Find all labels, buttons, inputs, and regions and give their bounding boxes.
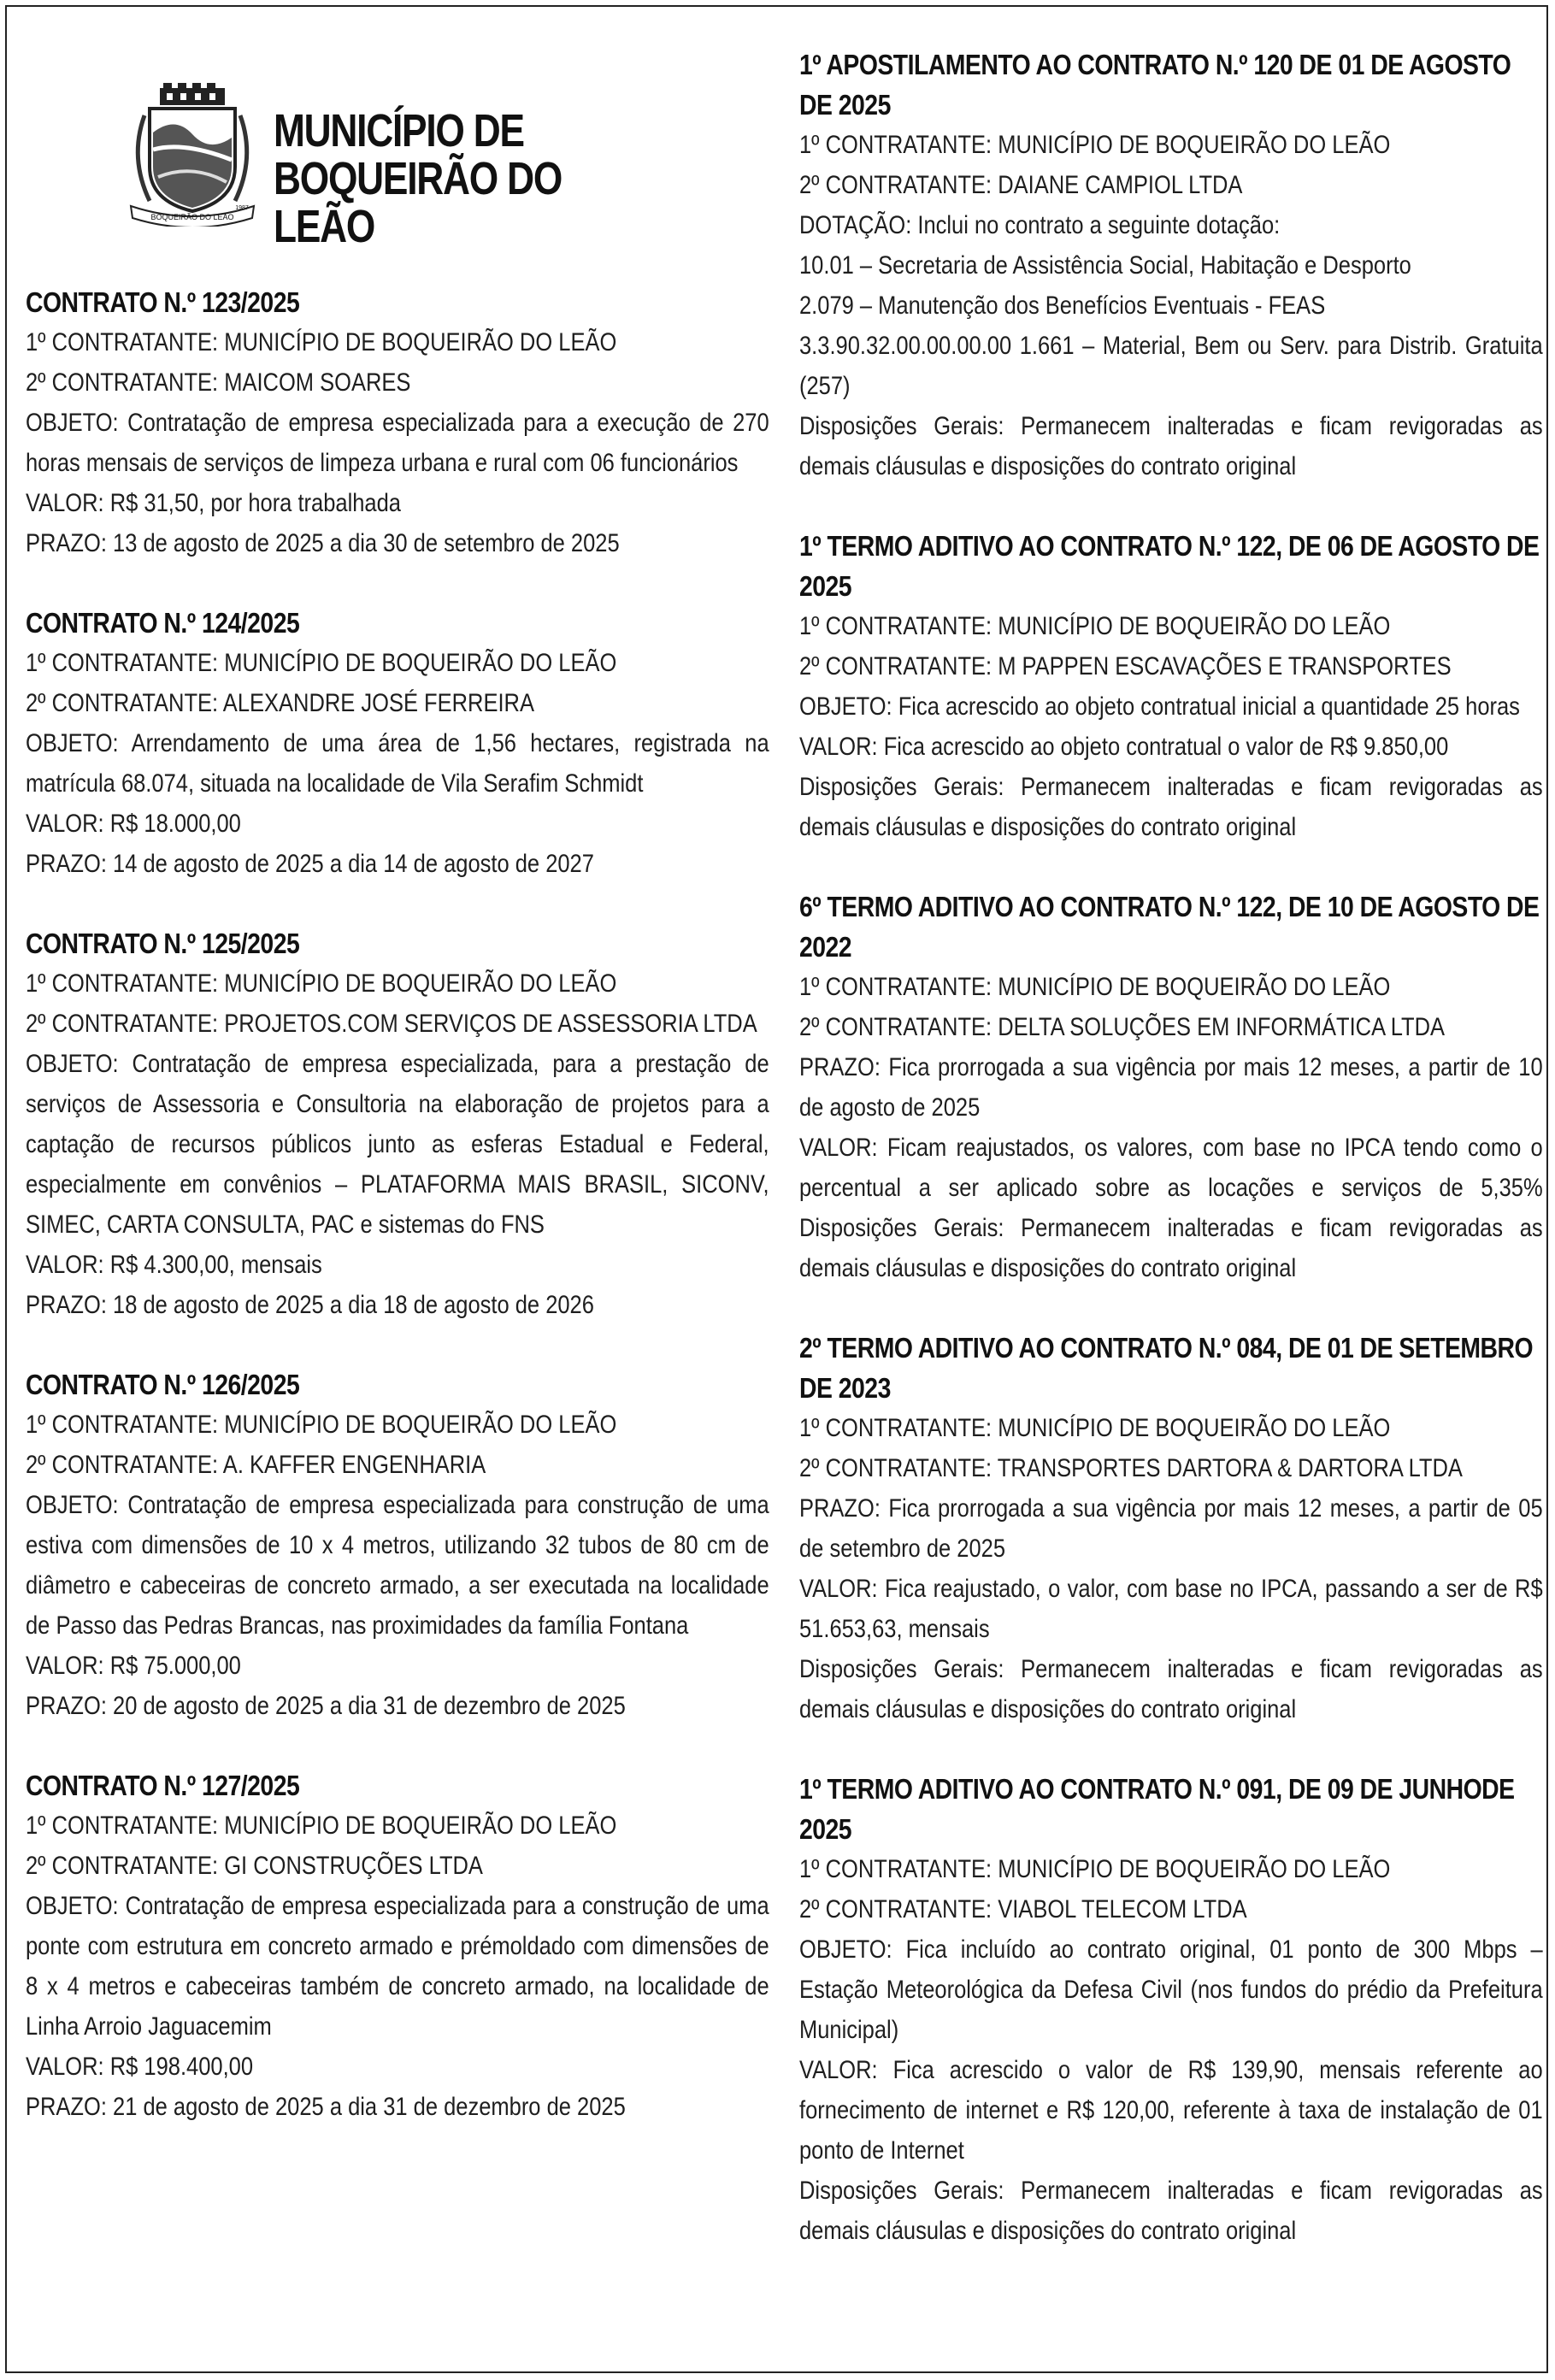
contract-clause: OBJETO: Fica acrescido ao objeto contratual inicial a quantidade 25 horas <box>799 692 1520 721</box>
contract-section <box>799 1328 1543 1729</box>
contract-title: CONTRATO N.º 125/2025 <box>26 928 300 959</box>
contract-title: CONTRATO N.º 126/2025 <box>26 1369 300 1400</box>
contract-clause: PRAZO: 20 de agosto de 2025 a dia 31 de dezembro de 2025 <box>26 1692 626 1720</box>
contract-section <box>799 1769 1543 2251</box>
contract-clause: Disposições Gerais: Permanecem inalteradas e ficam revigoradas as demais cláusulas e disposições do contrato original <box>799 2177 1543 2245</box>
right-column <box>799 44 1543 2290</box>
contract-clause: 2º CONTRATANTE: MAICOM SOARES <box>26 368 411 397</box>
contract-clause: 2º CONTRATANTE: GI CONSTRUÇÕES LTDA <box>26 1852 483 1880</box>
contract-title: 1º APOSTILAMENTO AO CONTRATO N.º 120 DE 01 DE AGOSTO DE 2025 <box>799 49 1511 121</box>
contract-clause: VALOR: R$ 18.000,00 <box>26 810 241 838</box>
contract-clause: OBJETO: Contratação de empresa especializada para a construção de uma ponte com estrutura em concreto armado e prémoldado com dimensões de 8 x 4 metros e cabeceiras também de concreto armado, na localidade de Linha Arroio Jaguacemim <box>26 1892 769 2041</box>
contract-clause: VALOR: Fica acrescido ao objeto contratual o valor de R$ 9.850,00 <box>799 733 1449 761</box>
contract-clause: OBJETO: Contratação de empresa especializada para a execução de 270 horas mensais de serviços de limpeza urbana e rural com 06 funcionários <box>26 409 769 477</box>
contract-clause: 1º CONTRATANTE: MUNICÍPIO DE BOQUEIRÃO DO LEÃO <box>799 1414 1391 1442</box>
contract-section <box>26 1364 769 1726</box>
contract-clause: 2º CONTRATANTE: DELTA SOLUÇÕES EM INFORMÁTICA LTDA <box>799 1013 1446 1041</box>
contract-clause: Disposições Gerais: Permanecem inalteradas e ficam revigoradas as demais cláusulas e disposições do contrato original <box>799 1655 1543 1723</box>
contract-clause: PRAZO: Fica prorrogada a sua vigência por mais 12 meses, a partir de 05 de setembro de 2025 <box>799 1494 1543 1563</box>
contract-clause: 1º CONTRATANTE: MUNICÍPIO DE BOQUEIRÃO DO LEÃO <box>799 612 1391 640</box>
contract-clause: 1º CONTRATANTE: MUNICÍPIO DE BOQUEIRÃO DO LEÃO <box>26 649 617 677</box>
contract-clause: 1º CONTRATANTE: MUNICÍPIO DE BOQUEIRÃO DO LEÃO <box>799 1855 1391 1883</box>
contract-clause: 1º CONTRATANTE: MUNICÍPIO DE BOQUEIRÃO DO LEÃO <box>26 328 617 356</box>
left-column <box>26 282 769 2166</box>
crest-year-text: 1987 <box>235 205 249 211</box>
municipality-title <box>274 107 645 250</box>
contract-clause: 2º CONTRATANTE: A. KAFFER ENGENHARIA <box>26 1451 486 1479</box>
contract-clause: 3.3.90.32.00.00.00.00 1.661 – Material, Bem ou Serv. para Distrib. Gratuita (257) <box>799 332 1543 400</box>
contract-clause: VALOR: Fica acrescido o valor de R$ 139,90, mensais referente ao fornecimento de internet e R$ 120,00, referente à taxa de instalação de 01 ponto de Internet <box>799 2056 1543 2165</box>
contract-clause: DOTAÇÃO: Inclui no contrato a seguinte dotação: <box>799 211 1281 239</box>
contract-clause: OBJETO: Fica incluído ao contrato original, 01 ponto de 300 Mbps – Estação Meteorológica da Defesa Civil (nos fundos do prédio da Prefeitura Municipal) <box>799 1935 1543 2044</box>
contract-clause: 1º CONTRATANTE: MUNICÍPIO DE BOQUEIRÃO DO LEÃO <box>799 131 1391 159</box>
contract-clause: 1º CONTRATANTE: MUNICÍPIO DE BOQUEIRÃO DO LEÃO <box>799 973 1391 1001</box>
contract-clause: VALOR: Fica reajustado, o valor, com base no IPCA, passando a ser de R$ 51.653,63, mensais <box>799 1575 1543 1643</box>
contract-clause: 10.01 – Secretaria de Assistência Social, Habitação e Desporto <box>799 251 1411 280</box>
contract-clause: 2º CONTRATANTE: PROJETOS.COM SERVIÇOS DE ASSESSORIA LTDA <box>26 1010 757 1038</box>
contract-clause: 2º CONTRATANTE: M PAPPEN ESCAVAÇÕES E TRANSPORTES <box>799 652 1452 680</box>
contract-clause: 2.079 – Manutenção dos Benefícios Eventuais - FEAS <box>799 292 1326 320</box>
contract-title: CONTRATO N.º 127/2025 <box>26 1770 300 1801</box>
contract-section <box>26 603 769 884</box>
contract-title: CONTRATO N.º 123/2025 <box>26 286 300 318</box>
contract-section <box>799 526 1543 847</box>
contract-clause: 1º CONTRATANTE: MUNICÍPIO DE BOQUEIRÃO DO LEÃO <box>26 969 617 998</box>
contract-title: 2º TERMO ADITIVO AO CONTRATO N.º 084, DE 01 DE SETEMBRO DE 2023 <box>799 1332 1534 1404</box>
contract-clause: OBJETO: Arrendamento de uma área de 1,56 hectares, registrada na matrícula 68.074, situada na localidade de Vila Serafim Schmidt <box>26 729 769 798</box>
contract-clause: 2º CONTRATANTE: TRANSPORTES DARTORA & DARTORA LTDA <box>799 1454 1463 1482</box>
contract-title: 6º TERMO ADITIVO AO CONTRATO N.º 122, DE 10 DE AGOSTO DE 2022 <box>799 891 1540 963</box>
title-line-2: BOQUEIRÃO DO LEÃO <box>274 153 563 252</box>
contract-clause: PRAZO: 21 de agosto de 2025 a dia 31 de dezembro de 2025 <box>26 2093 626 2121</box>
contract-section <box>26 282 769 563</box>
contract-clause: VALOR: R$ 75.000,00 <box>26 1652 241 1680</box>
contract-clause: PRAZO: 13 de agosto de 2025 a dia 30 de setembro de 2025 <box>26 529 620 557</box>
contract-title: CONTRATO N.º 124/2025 <box>26 607 300 639</box>
contract-clause: VALOR: Ficam reajustados, os valores, com base no IPCA tendo como o percentual a ser aplicado sobre as locações e serviços de 5,35% Disposições Gerais: Permanecem inalteradas e ficam revigoradas as demais cláusulas e disposições do contrato original <box>799 1134 1543 1282</box>
contract-section <box>26 923 769 1325</box>
contract-clause: 1º CONTRATANTE: MUNICÍPIO DE BOQUEIRÃO DO LEÃO <box>26 1812 617 1840</box>
contract-clause: PRAZO: Fica prorrogada a sua vigência por mais 12 meses, a partir de 10 de agosto de 2025 <box>799 1053 1543 1122</box>
contract-clause: 2º CONTRATANTE: VIABOL TELECOM LTDA <box>799 1895 1247 1923</box>
contract-title: 1º TERMO ADITIVO AO CONTRATO N.º 122, DE 06 DE AGOSTO DE 2025 <box>799 530 1540 602</box>
contract-section <box>799 44 1543 486</box>
contract-title: 1º TERMO ADITIVO AO CONTRATO N.º 091, DE 09 DE JUNHODE 2025 <box>799 1773 1515 1845</box>
contract-clause: 1º CONTRATANTE: MUNICÍPIO DE BOQUEIRÃO DO LEÃO <box>26 1411 617 1439</box>
contract-clause: Disposições Gerais: Permanecem inalteradas e ficam revigoradas as demais cláusulas e disposições do contrato original <box>799 412 1543 480</box>
contract-clause: Disposições Gerais: Permanecem inalteradas e ficam revigoradas as demais cláusulas e disposições do contrato original <box>799 773 1543 841</box>
contract-clause: OBJETO: Contratação de empresa especializada, para a prestação de serviços de Assessoria e Consultoria na elaboração de projetos para a captação de recursos públicos junto as esferas Estadual e Federal, especialmente em convênios – PLATAFORMA MAIS BRASIL, SICONV, SIMEC, CARTA CONSULTA, PAC e sistemas do FNS <box>26 1050 769 1239</box>
crest-ribbon-text: BOQUEIRÃO DO LEÃO <box>150 213 234 221</box>
title-line-1: MUNICÍPIO DE <box>274 105 524 156</box>
contract-clause: 2º CONTRATANTE: DAIANE CAMPIOL LTDA <box>799 171 1243 199</box>
contract-section <box>26 1765 769 2127</box>
contract-clause: PRAZO: 14 de agosto de 2025 a dia 14 de agosto de 2027 <box>26 850 594 878</box>
contract-clause: VALOR: R$ 31,50, por hora trabalhada <box>26 489 401 517</box>
contract-clause: VALOR: R$ 198.400,00 <box>26 2053 254 2081</box>
contract-clause: OBJETO: Contratação de empresa especializada para construção de uma estiva com dimensões de 10 x 4 metros, utilizando 32 tubos de 80 cm de diâmetro e cabeceiras de concreto armado, a ser executada na localidade de Passo das Pedras Brancas, nas proximidades da família Fontana <box>26 1491 769 1640</box>
municipal-crest-icon <box>124 81 261 227</box>
contract-clause: PRAZO: 18 de agosto de 2025 a dia 18 de agosto de 2026 <box>26 1291 594 1319</box>
contract-section <box>799 887 1543 1288</box>
contract-clause: VALOR: R$ 4.300,00, mensais <box>26 1251 322 1279</box>
municipality-header <box>26 81 727 252</box>
contract-clause: 2º CONTRATANTE: ALEXANDRE JOSÉ FERREIRA <box>26 689 534 717</box>
